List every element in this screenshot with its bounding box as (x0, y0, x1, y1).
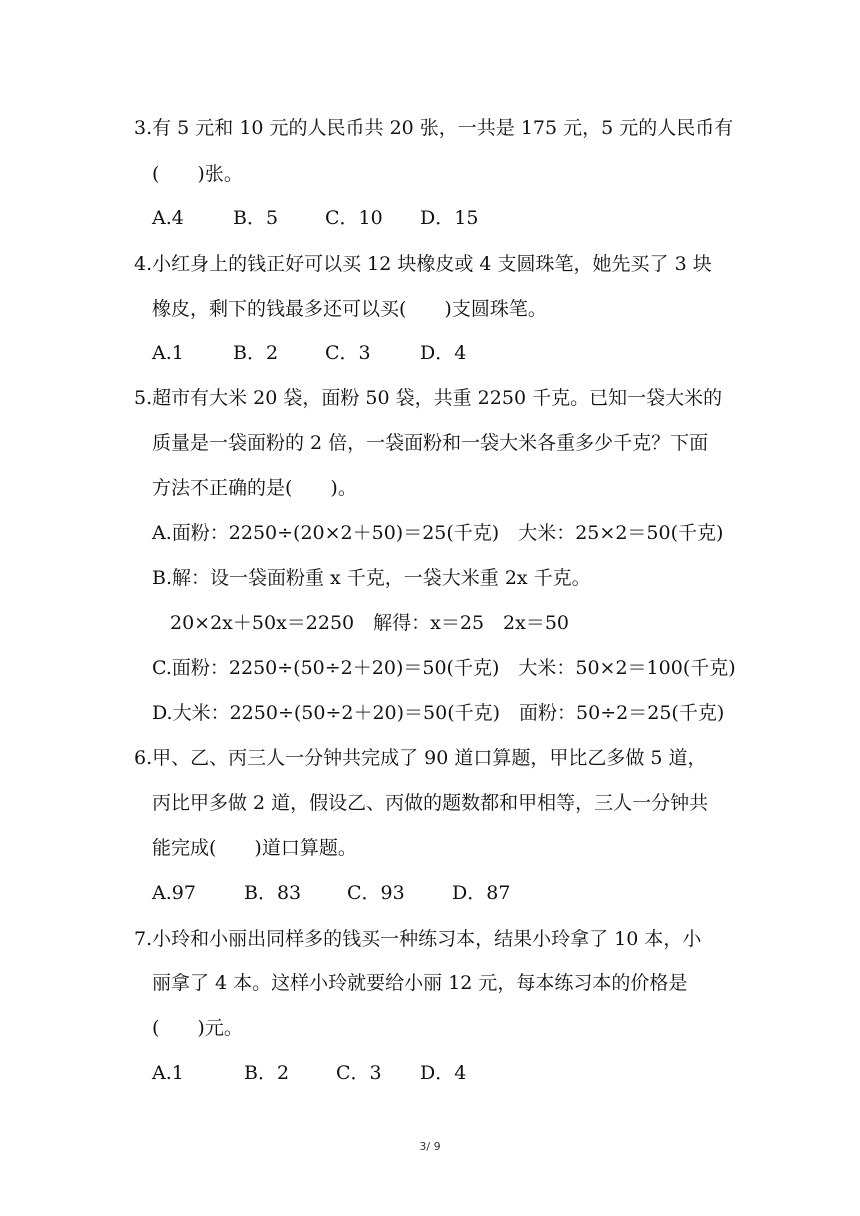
question-6-option-a: A.97 (152, 882, 196, 904)
question-6-line-3: 能完成( )道口算题。 (152, 837, 357, 859)
question-7-line-1: 7.小玲和小丽出同样多的钱买一种练习本，结果小玲拿了 10 本，小 (134, 928, 702, 950)
question-4-option-c: C．3 (325, 342, 371, 364)
question-4-line-2: 橡皮，剩下的钱最多还可以买( )支圆珠笔。 (152, 298, 547, 320)
question-3-line-2: ( )张。 (152, 163, 243, 185)
question-3-line-1: 3.有 5 元和 10 元的人民币共 20 张，一共是 175 元，5 元的人民币有 (134, 117, 734, 139)
question-3-option-b: B．5 (233, 207, 279, 229)
question-4-option-a: A.1 (152, 342, 184, 364)
question-4-option-b: B．2 (233, 342, 279, 364)
question-3-option-d: D．15 (420, 207, 479, 229)
question-4-option-d: D．4 (420, 342, 467, 364)
question-7-line-2: 丽拿了 4 本。这样小玲就要给小丽 12 元，每本练习本的价格是 (152, 972, 688, 994)
question-4-line-1: 4.小红身上的钱正好可以买 12 块橡皮或 4 支圆珠笔，她先买了 3 块 (134, 253, 712, 275)
question-7-option-a: A.1 (152, 1062, 184, 1084)
question-6-option-c: C．93 (347, 882, 405, 904)
question-3-option-a: A.4 (152, 207, 184, 229)
question-6-option-d: D．87 (452, 882, 511, 904)
question-5-option-b-equation: 20×2x＋50x＝2250 解得：x＝25 2x＝50 (170, 612, 570, 634)
question-5-option-b: B.解：设一袋面粉重 x 千克，一袋大米重 2x 千克。 (152, 567, 591, 589)
question-6-line-2: 丙比甲多做 2 道，假设乙、丙做的题数都和甲相等，三人一分钟共 (152, 792, 709, 814)
question-5-line-1: 5.超市有大米 20 袋，面粉 50 袋，共重 2250 千克。已知一袋大米的 (134, 387, 723, 409)
question-5-option-a: A.面粉：2250÷(20×2＋50)＝25(千克) 大米：25×2＝50(千克) (152, 522, 724, 544)
question-6-line-1: 6.甲、乙、丙三人一分钟共完成了 90 道口算题，甲比乙多做 5 道， (134, 747, 707, 769)
question-5-line-3: 方法不正确的是( )。 (152, 477, 357, 499)
question-7-option-b: B．2 (244, 1062, 290, 1084)
question-5-line-2: 质量是一袋面粉的 2 倍，一袋面粉和一袋大米各重多少千克？下面 (152, 432, 709, 454)
question-3-option-c: C．10 (325, 207, 383, 229)
page-number: 3/ 9 (419, 1140, 441, 1153)
question-5-option-d: D.大米：2250÷(50÷2＋20)＝50(千克) 面粉：50÷2＝25(千克) (152, 702, 725, 724)
question-5-option-c: C.面粉：2250÷(50÷2＋20)＝50(千克) 大米：50×2＝100(千克) (152, 657, 736, 679)
question-7-line-3: ( )元。 (152, 1017, 243, 1039)
question-6-option-b: B．83 (244, 882, 302, 904)
question-7-option-d: D．4 (420, 1062, 467, 1084)
question-7-option-c: C．3 (336, 1062, 382, 1084)
